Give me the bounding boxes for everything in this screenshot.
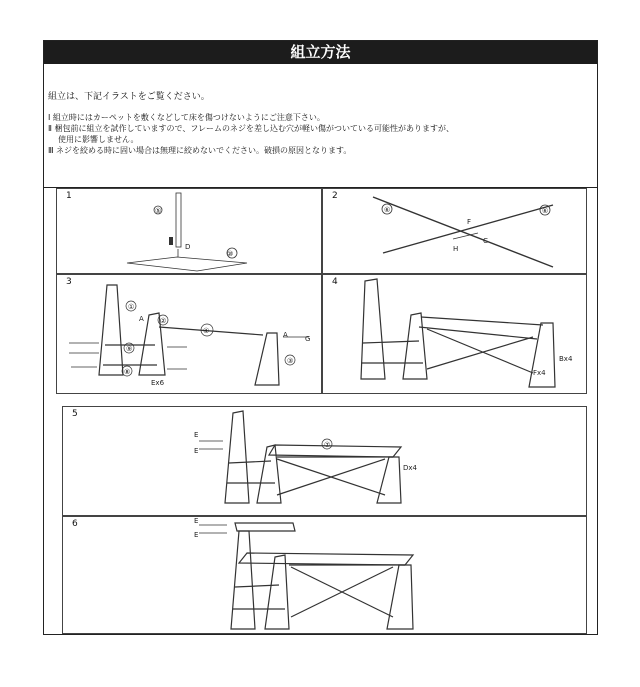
step-number: 5 — [72, 409, 78, 419]
step-4-panel — [322, 274, 587, 394]
caution-list — [48, 112, 454, 156]
part-label: C — [483, 237, 488, 245]
caution-note-3: Ⅲ ネジを絞める時に固い場合は無理に絞めないでください。破損の原因となります。 — [48, 146, 352, 155]
step-number: 2 — [332, 191, 338, 201]
step-1-panel — [56, 188, 322, 274]
part-label: ⑤ — [155, 207, 162, 215]
part-label: ① — [128, 303, 135, 311]
part-label: E — [194, 447, 199, 455]
step-number: 6 — [72, 519, 78, 529]
part-label: E — [194, 517, 199, 525]
step-6-panel — [62, 516, 587, 634]
step-number: 1 — [66, 191, 72, 201]
part-label: Ex6 — [151, 379, 165, 387]
part-label: ⑥ — [384, 206, 391, 214]
part-label: E — [194, 431, 199, 439]
step-4-illustration — [323, 275, 588, 395]
part-label: Dx4 — [403, 464, 417, 472]
part-label: Bx4 — [559, 355, 573, 363]
step-2-illustration — [323, 189, 588, 275]
step-6-illustration — [63, 517, 588, 635]
step-1-illustration — [57, 189, 323, 275]
part-label: ④ — [203, 327, 210, 335]
caution-note-2-continued: 使用に影響しません。 — [58, 135, 139, 144]
page-title: 組立方法 — [44, 41, 597, 64]
part-label: A — [283, 331, 288, 339]
step-2-panel — [322, 188, 587, 274]
part-label: H — [453, 245, 459, 253]
step-3-illustration — [57, 275, 323, 395]
part-label: G — [305, 335, 311, 343]
part-label: F — [467, 218, 472, 226]
step-number: 4 — [332, 277, 338, 287]
part-label: ⑦ — [324, 441, 331, 449]
part-label: ⑥ — [542, 207, 549, 215]
part-label: Fx4 — [533, 369, 546, 377]
part-label: ⑧ — [124, 368, 131, 376]
part-label: D — [185, 243, 191, 251]
part-label: ⑨ — [126, 345, 133, 353]
step-3-panel — [56, 274, 322, 394]
step-5-illustration — [63, 407, 588, 517]
step-number: 3 — [66, 277, 72, 287]
notes-section — [44, 64, 597, 188]
part-label: ⑩ — [227, 250, 234, 258]
part-label: ② — [160, 317, 167, 325]
caution-note-1: Ⅰ 組立時にはカーペットを敷くなどして床を傷つけないようにご注意下さい。 — [48, 113, 325, 122]
assembly-instruction-sheet — [43, 40, 598, 635]
intro-text: 組立は、下記イラストをご覧ください。 — [48, 92, 210, 102]
caution-note-2: Ⅱ 梱包前に組立を試作していますので、フレームのネジを差し込む穴が軽い傷がついている可能性がありますが、 — [48, 124, 454, 133]
step-5-panel — [62, 406, 587, 516]
part-label: A — [139, 315, 144, 323]
part-label: ③ — [287, 357, 294, 365]
part-label: E — [194, 531, 199, 539]
illustration-area — [44, 188, 597, 635]
